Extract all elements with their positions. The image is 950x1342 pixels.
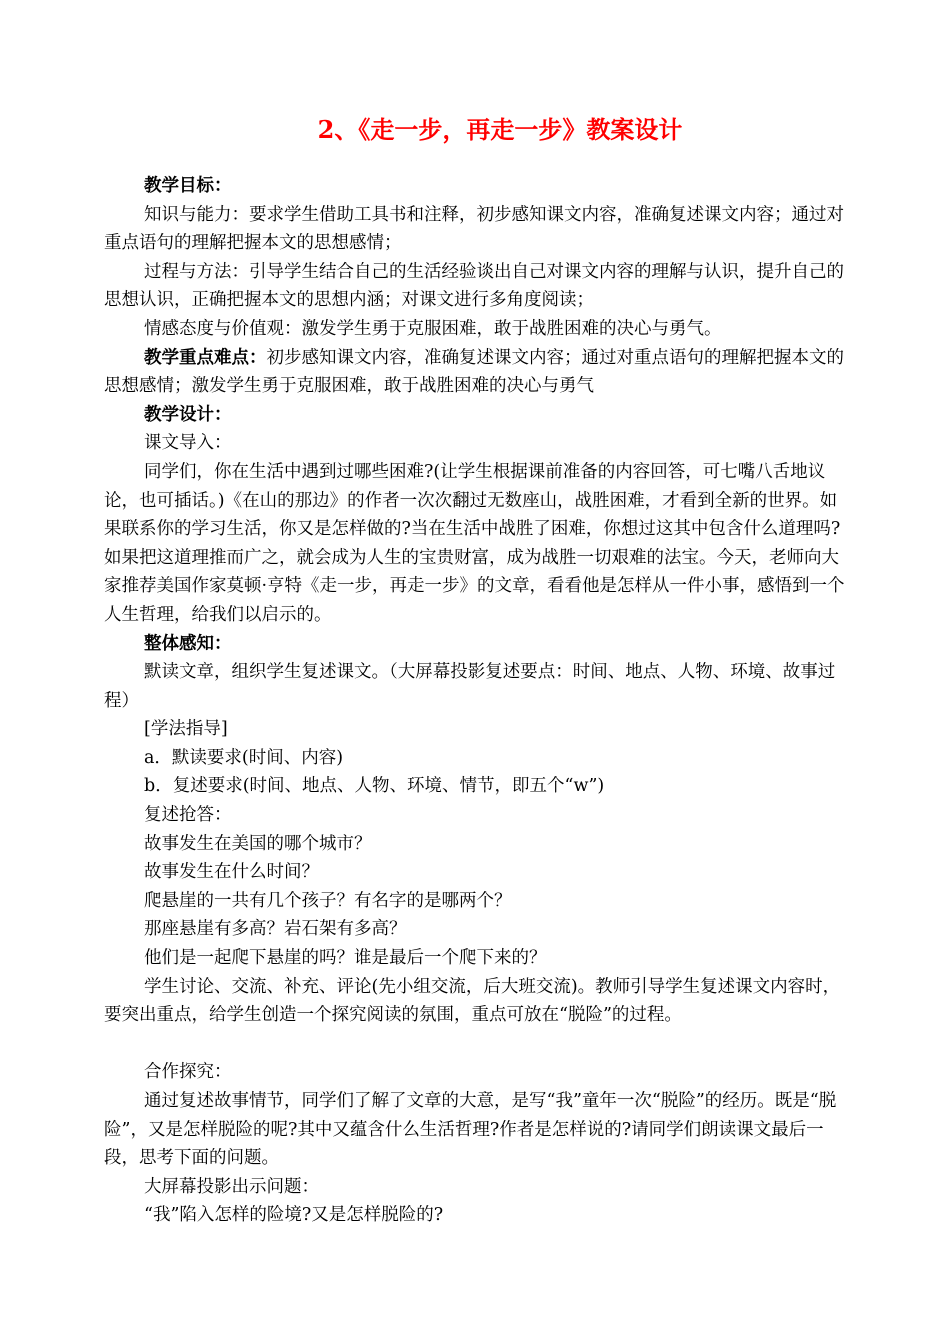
question-item: 那座悬崖有多高？岩石架有多高？ (144, 919, 407, 940)
question-item: 他们是一起爬下悬崖的吗？谁是最后一个爬下来的？ (144, 948, 547, 969)
document-title: 2、《走一步，再走一步》教案设计 (317, 115, 683, 144)
goal-emotion-paragraph: 情感态度与价值观：激发学生勇于克服困难，敢于战胜困难的决心与勇气。 (144, 318, 722, 339)
coop-paragraph: 通过复述故事情节，同学们了解了文章的大意，是写“我”童年一次“脱险”的经历。既是“脱险”，又是怎样脱险的呢?其中又蕴含什么生活哲理?作者是怎样说的?请同学们朗读课文最后一段，思考下面的问题。 (104, 1091, 837, 1169)
goals-heading: 教学目标： (144, 176, 232, 196)
screen-question: “我”陷入怎样的险境?又是怎样脱险的? (144, 1205, 444, 1226)
discussion-paragraph: 学生讨论、交流、补充、评论(先小组交流，后大班交流)。教师引导学生复述课文内容时，要突出重点，给学生创造一个探究阅读的氛围，重点可放在“脱险”的过程。 (104, 976, 841, 1026)
keypoints-label: 教学重点难点： (144, 347, 267, 368)
question-item: 爬悬崖的一共有几个孩子？有名字的是哪两个？ (144, 890, 512, 911)
method-item-a: a．默读要求(时间、内容) (144, 747, 344, 768)
goal-knowledge-paragraph: 知识与能力：要求学生借助工具书和注释，初步感知课文内容，准确复述课文内容；通过对重点语句的理解把握本文的思想感情； (104, 204, 844, 254)
overall-paragraph: 默读文章，组织学生复述课文。（大屏幕投影复述要点：时间、地点、人物、环境、故事过程） (104, 662, 836, 711)
method-item-b: b．复述要求(时间、地点、人物、环境、情节，即五个“w”) (144, 776, 605, 797)
question-item: 故事发生在美国的哪个城市？ (144, 833, 372, 854)
document-body (104, 172, 854, 1230)
design-heading: 教学设计： (144, 404, 232, 425)
intro-label: 课文导入： (144, 433, 232, 454)
intro-paragraph: 同学们，你在生活中遇到过哪些困难?(让学生根据课前准备的内容回答，可七嘴八舌地议论，也可插话。)《在山的那边》的作者一次次翻过无数座山，战胜困难，才看到全新的世界。如果联系你的学习生活，你又是怎样做的?当在生活中战胜了困难，你想过这其中包含什么道理吗?如果把这道理推而广之，就会成为人生的宝贵财富，成为战胜一切艰难的法宝。今天，老师向大家推荐美国作家莫顿·亨特《走一步，再走一步》的文章，看看他是怎样从一件小事，感悟到一个人生哲理，给我们以启示的。 (104, 461, 845, 625)
keypoints-text: 初步感知课文内容，准确复述课文内容；通过对重点语句的理解把握本文的思想感情；激发学生勇于克服困难，敢于战胜困难的决心与勇气 (104, 347, 844, 397)
coop-label: 合作探究： (144, 1062, 232, 1083)
screen-label: 大屏幕投影出示问题： (144, 1176, 319, 1197)
overall-heading: 整体感知： (144, 633, 232, 654)
blank-line (104, 1030, 854, 1059)
keypoints-paragraph (104, 344, 854, 401)
question-item: 故事发生在什么时间？ (144, 862, 319, 883)
goal-process-paragraph: 过程与方法：引导学生结合自己的生活经验谈出自己对课文内容的理解与认识，提升自己的思想认识，正确把握本文的思想内涵；对课文进行多角度阅读； (104, 261, 844, 311)
method-label: [学法指导] (144, 719, 228, 740)
retell-label: 复述抢答： (144, 805, 232, 826)
